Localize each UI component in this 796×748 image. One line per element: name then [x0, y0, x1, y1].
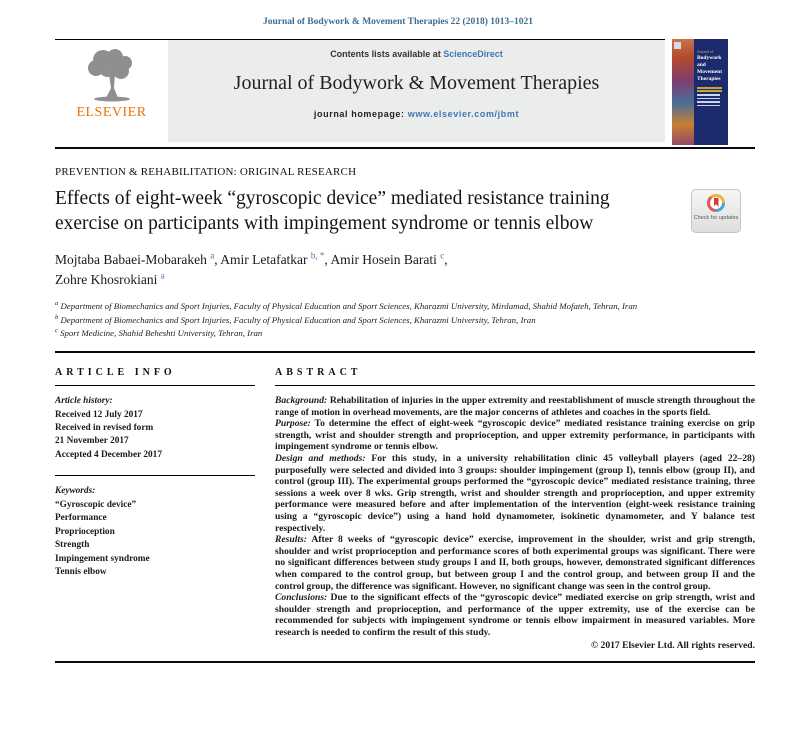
abstract-body	[275, 395, 755, 651]
history-label: Article history:	[55, 396, 113, 407]
abstract-heading: ABSTRACT	[275, 367, 362, 379]
sciencedirect-link[interactable]: ScienceDirect	[443, 49, 503, 59]
abstract-paragraph: Design and methods: For this study, in a university rehabilitation clinic 45 volleyball players (aged 22–28) purposefully were selected and divided into 3 groups: shoulder impingement (group I), tennis elbow (group II), and control (group III). The experimental groups performed the “gyroscopic device” mediated resistance training, three sessions a week over 8 wks. Grip strength, wrist and shoulder strength and proprioception, and upper extremity performance were measured before and after implementation of the intervention (eight-week resistance training using a “gyroscopic device”) using a hand hold dynamometer, isokinetic dynamometer, and Y balance test respectively.	[275, 453, 755, 534]
abstract-column	[275, 353, 755, 651]
keyword: Tennis elbow	[55, 567, 107, 578]
affiliation: $^a$ Department of Biomechanics and Sport Injuries, Faculty of Physical Education and Sport Sciences, Kharazmi University, Mirdamad, Shahid Mofateh, Tehran, Iran	[55, 300, 638, 311]
keywords-list	[55, 485, 255, 579]
keywords-label: Keywords:	[55, 486, 96, 497]
elsevier-tree-icon	[81, 46, 143, 104]
abstract-paragraph: Purpose: To determine the effect of eight-week “gyroscopic device” mediated resistance training exercise on grip strength, wrist and shoulder strength and proprioception, and upper extremity performance, in participants with impingement syndrome or tennis elbow.	[275, 418, 756, 453]
affiliation: $^c$ Sport Medicine, Shahid Beheshti University, Tehran, Iran	[55, 327, 263, 339]
elsevier-logo[interactable]	[55, 40, 168, 142]
keyword: “Gyroscopic device”	[55, 499, 137, 510]
cover-list-decoration	[697, 87, 726, 107]
history-line: Received in revised form	[55, 422, 154, 433]
author: Mojtaba Babaei-Mobarakeh $^a$,	[55, 250, 221, 268]
affiliation-ref[interactable]: a	[210, 250, 215, 261]
contents-line: Contents lists available at ScienceDirect	[330, 49, 503, 59]
copyright-line: © 2017 Elsevier Ltd. All rights reserved.	[590, 639, 755, 651]
journal-citation: Journal of Bodywork & Movement Therapies 22 (2018) 1013–1021	[262, 17, 534, 27]
journal-title: Journal of Bodywork & Movement Therapies	[233, 72, 600, 94]
author: Amir Hosein Barati $^c$,	[330, 250, 448, 268]
footer-divider	[55, 661, 755, 663]
author: Zohre Khosrokiani $^a$	[55, 270, 165, 288]
cover-publisher-logo	[674, 42, 681, 49]
abstract-paragraph: Conclusions: Due to the significant effects of the “gyroscopic device” mediated exercise on grip strength, wrist and shoulder strength and proprioception, and performance of the upper extremity, use of the exercise can be recommended for subjects with impingement syndrome or tennis elbow impairment in measured variables. More research is needed to confirm the result of this study.	[275, 592, 756, 638]
banner-center	[168, 40, 665, 142]
affiliations	[55, 299, 755, 340]
cover-artwork	[672, 39, 694, 145]
article-history	[55, 395, 255, 462]
abstract-paragraph: Results: After 8 weeks of “gyroscopic device” exercise, improvement in the shoulder, wrist and grip strength, shoulder and wrist proprioception and performance scores of both experimental groups was significant. There were no significant differences between study groups I and II, both groups, however, demonstrated significant differences when compared to the control group, but between group I and the control group, and between group II and the control group, the difference was significant. However, no significant change was seen in the control group.	[275, 534, 755, 592]
check-updates-label: Check for updates	[693, 215, 739, 221]
corresponding-author-ref[interactable]: b, *	[310, 250, 325, 261]
author: Amir Letafatkar $^{b, *}$,	[220, 250, 331, 268]
history-line: 21 November 2017	[55, 436, 129, 447]
heading-rule	[55, 385, 255, 386]
article-title: Effects of eight-week “gyroscopic device” mediated resistance training exercise on participants with impingement syndrome or tennis elbow	[55, 188, 610, 234]
author-list	[55, 250, 755, 290]
journal-banner	[55, 39, 665, 142]
info-abstract-columns	[55, 353, 755, 651]
section-label: PREVENTION & REHABILITATION: ORIGINAL RESEARCH	[55, 166, 357, 178]
journal-cover-thumbnail[interactable]	[672, 39, 728, 145]
affiliation: $^b$ Department of Biomechanics and Sport Injuries, Faculty of Physical Education and Sport Sciences, Kharazmi University, Tehran, Iran	[55, 313, 536, 325]
heading-rule	[275, 385, 755, 386]
keywords-divider	[55, 475, 255, 476]
title-row	[55, 187, 755, 237]
journal-homepage-link[interactable]: www.elsevier.com/jbmt	[407, 109, 520, 119]
article-info-column	[55, 353, 255, 651]
keyword: Proprioception	[55, 526, 115, 537]
journal-header	[55, 39, 755, 145]
abstract-paragraph: Background: Rehabilitation of injuries in the upper extremity and reestablishment of muscle strength throughout the range of motion in overhead movements, are the major concerns of athletes and coaches in the sports field.	[275, 395, 755, 418]
article-info-heading: ARTICLE INFO	[55, 367, 176, 379]
history-line: Received 12 July 2017	[55, 409, 143, 420]
history-line: Accepted 4 December 2017	[55, 449, 162, 460]
homepage-line: journal homepage: www.elsevier.com/jbmt	[313, 109, 520, 119]
affiliation-ref[interactable]: a	[160, 270, 165, 281]
keyword: Strength	[55, 540, 90, 551]
keyword: Performance	[55, 513, 107, 524]
affiliation-ref[interactable]: c	[440, 250, 445, 261]
check-for-updates-badge[interactable]	[691, 189, 741, 233]
crossmark-icon	[707, 194, 725, 212]
elsevier-wordmark: ELSEVIER	[76, 105, 147, 120]
header-divider	[55, 147, 755, 149]
keyword: Impingement syndrome	[55, 553, 150, 564]
cover-title: Journal of Bodywork and Movement Therapies	[694, 39, 728, 145]
